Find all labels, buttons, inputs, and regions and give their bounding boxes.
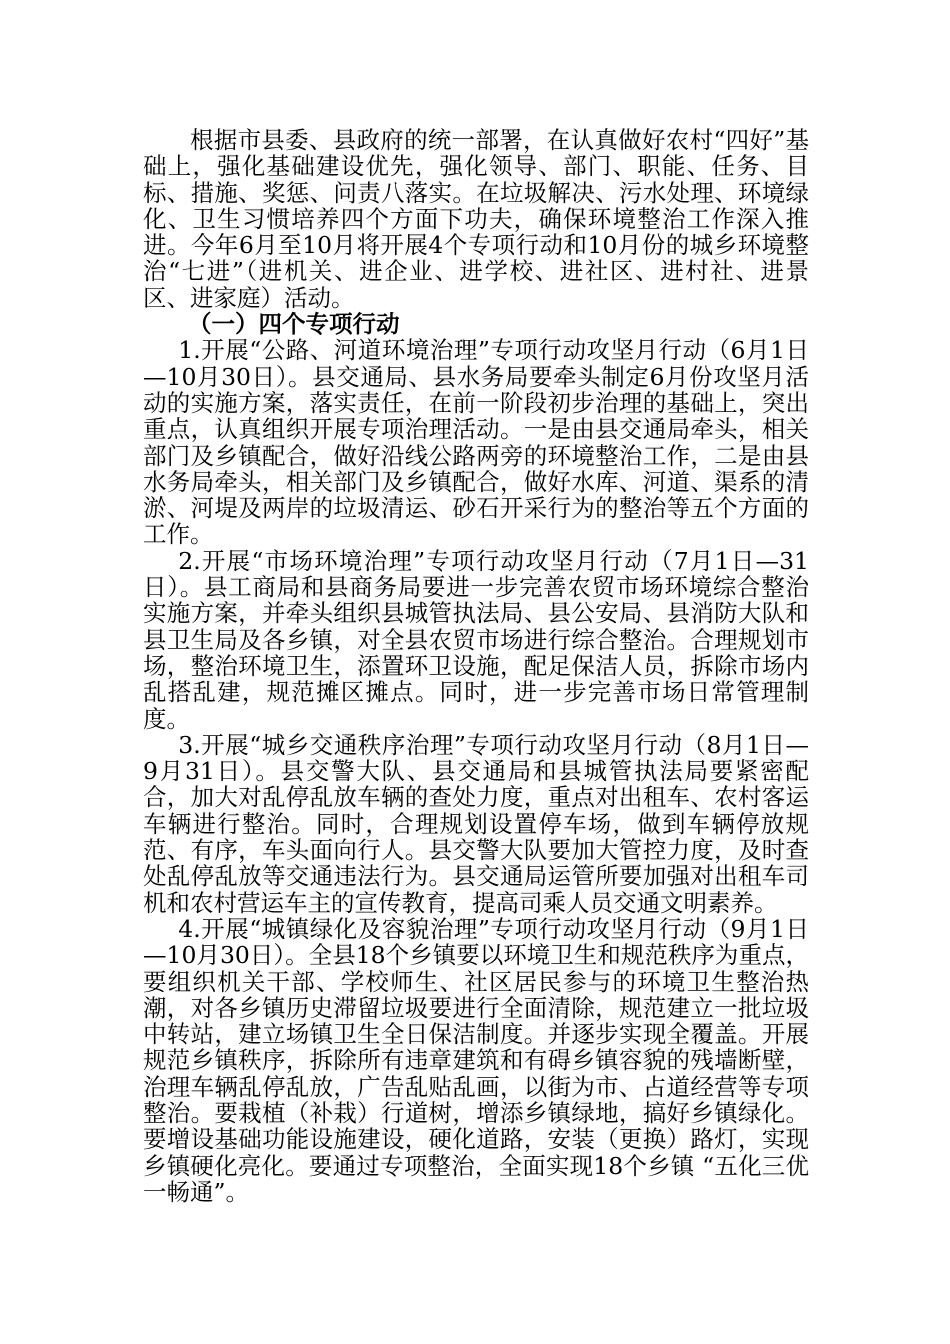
intro-paragraph: 根据市县委、县政府的统一部署，在认真做好农村“四好”基础上，强化基础建设优先，强化领导、部门、职能、任务、目标、措施、奖惩、问责八落实。在垃圾解决、污水处理、环境绿化、卫生习惯培养四个方面下功夫，确保环境整治工作深入推进。今年6月至10月将开展4个专项行动和10月份的城乡环境整治“七进”（进机关、进企业、进学校、进社区、进村社、进景区、进家庭）活动。 bbox=[143, 126, 809, 312]
action-item-1: 1.开展“公路、河道环境治理”专项行动攻坚月行动（6月1日—10月30日）。县交通局、县水务局要牵头制定6月份攻坚月活动的实施方案，落实责任，在前一阶段初步治理的基础上，突出重点，认真组织开展专项治理活动。一是由县交通局牵头，相关部门及乡镇配合，做好沿线公路两旁的环境整治工作，二是由县水务局牵头，相关部门及乡镇配合，做好水库、河道、渠系的清淤、河堤及两岸的垃圾清运、砂石开采行为的整治等五个方面的工作。 bbox=[143, 336, 809, 549]
document-body bbox=[143, 127, 809, 1205]
section-heading: （一）四个专项行动 bbox=[188, 310, 400, 339]
action-item-4: 4.开展“城镇绿化及容貌治理”专项行动攻坚月行动（9月1日—10月30日）。全县18个乡镇要以环境卫生和规范秩序为重点，要组织机关干部、学校师生、社区居民参与的环境卫生整治热潮，对各乡镇历史滞留垃圾要进行全面清除，规范建立一批垃圾中转站，建立场镇卫生全日保洁制度。并逐步实现全覆盖。开展规范乡镇秩序，拆除所有违章建筑和有碍乡镇容貌的残墙断壁，治理车辆乱停乱放，广告乱贴乱画，以街为市、占道经营等专项整治。要栽植（补栽）行道树，增添乡镇绿地，搞好乡镇绿化。要增设基础功能设施建设，硬化道路，安装（更换）路灯，实现乡镇硬化亮化。要通过专项整治，全面实现18个乡镇 “五化三优一畅通”。 bbox=[143, 914, 809, 1206]
action-item-3: 3.开展“城乡交通秩序治理”专项行动攻坚月行动（8月1日—9月31日）。县交警大队、县交通局和县城管执法局要紧密配合，加大对乱停乱放车辆的查处力度，重点对出租车、农村客运车辆进行整治。同时，合理规划设置停车场，做到车辆停放规范、有序，车头面向行人。县交警大队要加大管控力度，及时查处乱停乱放等交通违法行为。县交通局运管所要加强对出租车司机和农村营运车主的宣传教育，提高司乘人员交通文明素养。 bbox=[143, 730, 809, 917]
action-item-2: 2.开展“市场环境治理”专项行动攻坚月行动（7月1日—31日）。县工商局和县商务局要进一步完善农贸市场环境综合整治实施方案，并牵头组织县城管执法局、县公安局、县消防大队和县卫生局及各乡镇，对全县农贸市场进行综合整治。合理规划市场，整治环境卫生，添置环卫设施，配足保洁人员，拆除市场内乱搭乱建，规范摊区摊点。同时，进一步完善市场日常管理制度。 bbox=[143, 546, 809, 733]
